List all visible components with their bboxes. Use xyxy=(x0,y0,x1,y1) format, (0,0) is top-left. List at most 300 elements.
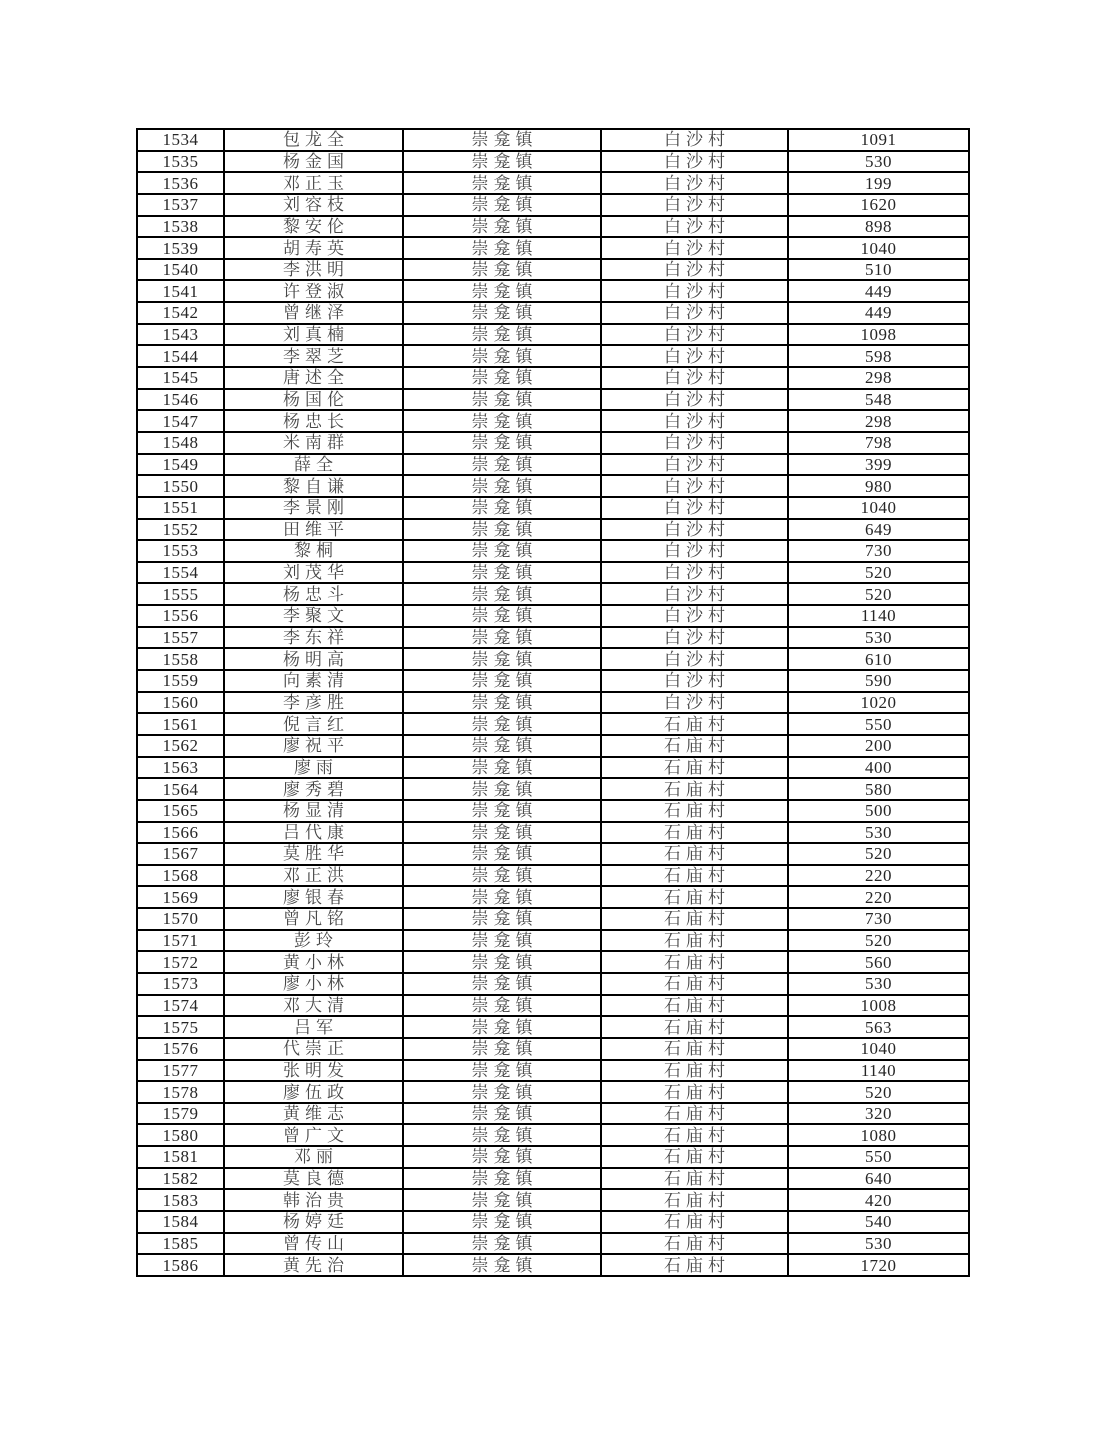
cell-town-name: 崇龛镇 xyxy=(403,951,601,973)
table-row xyxy=(137,1189,969,1211)
cell-village-name: 白沙村 xyxy=(601,237,788,259)
cell-town-name: 崇龛镇 xyxy=(403,475,601,497)
table-row xyxy=(137,1124,969,1146)
cell-town-name: 崇龛镇 xyxy=(403,1060,601,1082)
table-row xyxy=(137,1081,969,1103)
table-row xyxy=(137,302,969,324)
cell-person-name: 黎桐 xyxy=(224,540,403,562)
cell-person-name: 刘容枝 xyxy=(224,194,403,216)
cell-person-name: 黄小林 xyxy=(224,951,403,973)
cell-serial-number: 1584 xyxy=(137,1211,224,1233)
cell-person-name: 莫良德 xyxy=(224,1168,403,1190)
cell-amount-value: 520 xyxy=(788,843,969,865)
table-row xyxy=(137,172,969,194)
cell-town-name: 崇龛镇 xyxy=(403,497,601,519)
cell-person-name: 包龙全 xyxy=(224,129,403,151)
cell-town-name: 崇龛镇 xyxy=(403,389,601,411)
cell-amount-value: 449 xyxy=(788,302,969,324)
cell-village-name: 石庙村 xyxy=(601,930,788,952)
cell-town-name: 崇龛镇 xyxy=(403,995,601,1017)
cell-town-name: 崇龛镇 xyxy=(403,1124,601,1146)
cell-serial-number: 1563 xyxy=(137,757,224,779)
cell-amount-value: 563 xyxy=(788,1016,969,1038)
cell-village-name: 白沙村 xyxy=(601,129,788,151)
cell-village-name: 石庙村 xyxy=(601,1038,788,1060)
table-row xyxy=(137,324,969,346)
cell-serial-number: 1578 xyxy=(137,1081,224,1103)
cell-person-name: 曾凡铭 xyxy=(224,908,403,930)
cell-village-name: 白沙村 xyxy=(601,216,788,238)
cell-serial-number: 1565 xyxy=(137,800,224,822)
cell-town-name: 崇龛镇 xyxy=(403,1103,601,1125)
table-row xyxy=(137,800,969,822)
table-row xyxy=(137,1060,969,1082)
cell-village-name: 白沙村 xyxy=(601,605,788,627)
cell-village-name: 白沙村 xyxy=(601,692,788,714)
cell-person-name: 杨金国 xyxy=(224,151,403,173)
cell-person-name: 廖秀碧 xyxy=(224,778,403,800)
cell-person-name: 唐述全 xyxy=(224,367,403,389)
cell-village-name: 白沙村 xyxy=(601,172,788,194)
cell-serial-number: 1544 xyxy=(137,345,224,367)
cell-town-name: 崇龛镇 xyxy=(403,1254,601,1276)
table-row xyxy=(137,908,969,930)
cell-amount-value: 730 xyxy=(788,540,969,562)
cell-amount-value: 1040 xyxy=(788,1038,969,1060)
table-row xyxy=(137,475,969,497)
cell-serial-number: 1558 xyxy=(137,648,224,670)
cell-village-name: 石庙村 xyxy=(601,713,788,735)
cell-village-name: 白沙村 xyxy=(601,497,788,519)
table-row xyxy=(137,713,969,735)
cell-town-name: 崇龛镇 xyxy=(403,627,601,649)
cell-village-name: 石庙村 xyxy=(601,1124,788,1146)
cell-village-name: 白沙村 xyxy=(601,367,788,389)
cell-person-name: 张明发 xyxy=(224,1060,403,1082)
cell-amount-value: 1140 xyxy=(788,1060,969,1082)
cell-town-name: 崇龛镇 xyxy=(403,886,601,908)
cell-amount-value: 530 xyxy=(788,973,969,995)
cell-person-name: 曾传山 xyxy=(224,1233,403,1255)
table-row xyxy=(137,1146,969,1168)
cell-serial-number: 1552 xyxy=(137,519,224,541)
cell-serial-number: 1538 xyxy=(137,216,224,238)
cell-village-name: 白沙村 xyxy=(601,583,788,605)
cell-village-name: 白沙村 xyxy=(601,627,788,649)
cell-person-name: 廖雨 xyxy=(224,757,403,779)
cell-town-name: 崇龛镇 xyxy=(403,172,601,194)
cell-town-name: 崇龛镇 xyxy=(403,540,601,562)
cell-serial-number: 1540 xyxy=(137,259,224,281)
cell-town-name: 崇龛镇 xyxy=(403,930,601,952)
cell-person-name: 代崇正 xyxy=(224,1038,403,1060)
cell-village-name: 石庙村 xyxy=(601,757,788,779)
cell-person-name: 杨忠斗 xyxy=(224,583,403,605)
cell-town-name: 崇龛镇 xyxy=(403,280,601,302)
cell-town-name: 崇龛镇 xyxy=(403,583,601,605)
cell-amount-value: 1098 xyxy=(788,324,969,346)
cell-person-name: 黎安伦 xyxy=(224,216,403,238)
cell-serial-number: 1573 xyxy=(137,973,224,995)
cell-serial-number: 1569 xyxy=(137,886,224,908)
cell-serial-number: 1550 xyxy=(137,475,224,497)
cell-serial-number: 1549 xyxy=(137,454,224,476)
cell-village-name: 石庙村 xyxy=(601,908,788,930)
cell-town-name: 崇龛镇 xyxy=(403,973,601,995)
table-row xyxy=(137,930,969,952)
cell-amount-value: 298 xyxy=(788,367,969,389)
cell-amount-value: 610 xyxy=(788,648,969,670)
cell-village-name: 白沙村 xyxy=(601,410,788,432)
cell-village-name: 白沙村 xyxy=(601,324,788,346)
cell-town-name: 崇龛镇 xyxy=(403,735,601,757)
cell-serial-number: 1581 xyxy=(137,1146,224,1168)
table-row xyxy=(137,432,969,454)
cell-town-name: 崇龛镇 xyxy=(403,778,601,800)
cell-person-name: 许登淑 xyxy=(224,280,403,302)
table-row xyxy=(137,1211,969,1233)
cell-amount-value: 400 xyxy=(788,757,969,779)
table-row xyxy=(137,843,969,865)
table-row xyxy=(137,410,969,432)
table-row xyxy=(137,151,969,173)
cell-person-name: 廖祝平 xyxy=(224,735,403,757)
cell-amount-value: 540 xyxy=(788,1211,969,1233)
table-row xyxy=(137,778,969,800)
cell-person-name: 倪言红 xyxy=(224,713,403,735)
table-row xyxy=(137,345,969,367)
cell-serial-number: 1537 xyxy=(137,194,224,216)
cell-amount-value: 530 xyxy=(788,1233,969,1255)
cell-town-name: 崇龛镇 xyxy=(403,822,601,844)
cell-serial-number: 1536 xyxy=(137,172,224,194)
cell-village-name: 石庙村 xyxy=(601,886,788,908)
table-row xyxy=(137,237,969,259)
cell-town-name: 崇龛镇 xyxy=(403,1233,601,1255)
cell-town-name: 崇龛镇 xyxy=(403,129,601,151)
cell-village-name: 石庙村 xyxy=(601,1103,788,1125)
cell-village-name: 石庙村 xyxy=(601,951,788,973)
cell-town-name: 崇龛镇 xyxy=(403,367,601,389)
cell-serial-number: 1574 xyxy=(137,995,224,1017)
cell-village-name: 白沙村 xyxy=(601,475,788,497)
cell-serial-number: 1575 xyxy=(137,1016,224,1038)
cell-village-name: 石庙村 xyxy=(601,1168,788,1190)
cell-serial-number: 1557 xyxy=(137,627,224,649)
cell-amount-value: 649 xyxy=(788,519,969,541)
table-row xyxy=(137,1103,969,1125)
cell-amount-value: 550 xyxy=(788,1146,969,1168)
cell-town-name: 崇龛镇 xyxy=(403,1146,601,1168)
cell-village-name: 白沙村 xyxy=(601,648,788,670)
cell-amount-value: 320 xyxy=(788,1103,969,1125)
cell-serial-number: 1545 xyxy=(137,367,224,389)
table-row xyxy=(137,367,969,389)
cell-town-name: 崇龛镇 xyxy=(403,562,601,584)
cell-serial-number: 1534 xyxy=(137,129,224,151)
table-row xyxy=(137,735,969,757)
cell-person-name: 黎自谦 xyxy=(224,475,403,497)
cell-village-name: 石庙村 xyxy=(601,1060,788,1082)
table-row xyxy=(137,216,969,238)
cell-village-name: 石庙村 xyxy=(601,822,788,844)
cell-person-name: 邓正玉 xyxy=(224,172,403,194)
cell-person-name: 向素清 xyxy=(224,670,403,692)
cell-amount-value: 980 xyxy=(788,475,969,497)
cell-person-name: 薛全 xyxy=(224,454,403,476)
cell-village-name: 石庙村 xyxy=(601,1016,788,1038)
table-row xyxy=(137,389,969,411)
table-row xyxy=(137,670,969,692)
cell-person-name: 杨国伦 xyxy=(224,389,403,411)
table-row xyxy=(137,259,969,281)
cell-village-name: 白沙村 xyxy=(601,519,788,541)
cell-person-name: 彭玲 xyxy=(224,930,403,952)
cell-town-name: 崇龛镇 xyxy=(403,345,601,367)
cell-town-name: 崇龛镇 xyxy=(403,454,601,476)
cell-village-name: 石庙村 xyxy=(601,865,788,887)
cell-serial-number: 1539 xyxy=(137,237,224,259)
cell-village-name: 白沙村 xyxy=(601,280,788,302)
cell-person-name: 杨明高 xyxy=(224,648,403,670)
cell-village-name: 白沙村 xyxy=(601,670,788,692)
cell-serial-number: 1543 xyxy=(137,324,224,346)
cell-amount-value: 530 xyxy=(788,822,969,844)
cell-village-name: 石庙村 xyxy=(601,1254,788,1276)
cell-village-name: 石庙村 xyxy=(601,843,788,865)
cell-person-name: 莫胜华 xyxy=(224,843,403,865)
cell-person-name: 刘真楠 xyxy=(224,324,403,346)
cell-amount-value: 520 xyxy=(788,562,969,584)
cell-serial-number: 1566 xyxy=(137,822,224,844)
cell-amount-value: 1040 xyxy=(788,497,969,519)
cell-town-name: 崇龛镇 xyxy=(403,1211,601,1233)
cell-person-name: 李聚文 xyxy=(224,605,403,627)
cell-person-name: 邓丽 xyxy=(224,1146,403,1168)
cell-person-name: 田维平 xyxy=(224,519,403,541)
table-row xyxy=(137,497,969,519)
cell-village-name: 石庙村 xyxy=(601,1081,788,1103)
cell-town-name: 崇龛镇 xyxy=(403,1016,601,1038)
cell-village-name: 白沙村 xyxy=(601,194,788,216)
cell-person-name: 李翠芝 xyxy=(224,345,403,367)
cell-person-name: 李彦胜 xyxy=(224,692,403,714)
cell-town-name: 崇龛镇 xyxy=(403,1081,601,1103)
cell-town-name: 崇龛镇 xyxy=(403,800,601,822)
cell-village-name: 白沙村 xyxy=(601,540,788,562)
cell-person-name: 邓大清 xyxy=(224,995,403,1017)
cell-person-name: 杨忠长 xyxy=(224,410,403,432)
cell-serial-number: 1554 xyxy=(137,562,224,584)
cell-village-name: 白沙村 xyxy=(601,389,788,411)
cell-serial-number: 1577 xyxy=(137,1060,224,1082)
cell-amount-value: 220 xyxy=(788,865,969,887)
table-row xyxy=(137,129,969,151)
cell-person-name: 廖伍政 xyxy=(224,1081,403,1103)
table-row xyxy=(137,194,969,216)
cell-village-name: 石庙村 xyxy=(601,735,788,757)
cell-town-name: 崇龛镇 xyxy=(403,605,601,627)
table-row xyxy=(137,562,969,584)
cell-amount-value: 1080 xyxy=(788,1124,969,1146)
cell-serial-number: 1551 xyxy=(137,497,224,519)
cell-town-name: 崇龛镇 xyxy=(403,757,601,779)
cell-person-name: 廖银春 xyxy=(224,886,403,908)
cell-serial-number: 1586 xyxy=(137,1254,224,1276)
cell-village-name: 石庙村 xyxy=(601,1233,788,1255)
table-row xyxy=(137,1038,969,1060)
cell-serial-number: 1553 xyxy=(137,540,224,562)
cell-village-name: 石庙村 xyxy=(601,973,788,995)
cell-serial-number: 1556 xyxy=(137,605,224,627)
cell-serial-number: 1560 xyxy=(137,692,224,714)
cell-town-name: 崇龛镇 xyxy=(403,432,601,454)
cell-village-name: 石庙村 xyxy=(601,800,788,822)
cell-serial-number: 1579 xyxy=(137,1103,224,1125)
cell-town-name: 崇龛镇 xyxy=(403,713,601,735)
table-row xyxy=(137,583,969,605)
cell-village-name: 白沙村 xyxy=(601,151,788,173)
cell-serial-number: 1562 xyxy=(137,735,224,757)
cell-amount-value: 1040 xyxy=(788,237,969,259)
cell-town-name: 崇龛镇 xyxy=(403,302,601,324)
cell-serial-number: 1580 xyxy=(137,1124,224,1146)
cell-town-name: 崇龛镇 xyxy=(403,908,601,930)
cell-town-name: 崇龛镇 xyxy=(403,1189,601,1211)
table-row xyxy=(137,757,969,779)
cell-serial-number: 1568 xyxy=(137,865,224,887)
cell-town-name: 崇龛镇 xyxy=(403,216,601,238)
cell-amount-value: 1008 xyxy=(788,995,969,1017)
cell-village-name: 石庙村 xyxy=(601,1146,788,1168)
cell-town-name: 崇龛镇 xyxy=(403,519,601,541)
cell-amount-value: 420 xyxy=(788,1189,969,1211)
cell-person-name: 杨婷廷 xyxy=(224,1211,403,1233)
table-row xyxy=(137,605,969,627)
cell-amount-value: 730 xyxy=(788,908,969,930)
table-row xyxy=(137,886,969,908)
cell-serial-number: 1535 xyxy=(137,151,224,173)
table-row xyxy=(137,1016,969,1038)
records-table xyxy=(136,128,970,1277)
cell-town-name: 崇龛镇 xyxy=(403,843,601,865)
cell-serial-number: 1585 xyxy=(137,1233,224,1255)
cell-amount-value: 510 xyxy=(788,259,969,281)
cell-amount-value: 298 xyxy=(788,410,969,432)
table-row xyxy=(137,1254,969,1276)
cell-amount-value: 1091 xyxy=(788,129,969,151)
cell-town-name: 崇龛镇 xyxy=(403,194,601,216)
cell-town-name: 崇龛镇 xyxy=(403,670,601,692)
table-row xyxy=(137,692,969,714)
cell-village-name: 白沙村 xyxy=(601,454,788,476)
cell-serial-number: 1576 xyxy=(137,1038,224,1060)
cell-village-name: 白沙村 xyxy=(601,562,788,584)
cell-serial-number: 1571 xyxy=(137,930,224,952)
cell-amount-value: 520 xyxy=(788,1081,969,1103)
cell-town-name: 崇龛镇 xyxy=(403,692,601,714)
cell-amount-value: 598 xyxy=(788,345,969,367)
cell-serial-number: 1582 xyxy=(137,1168,224,1190)
cell-village-name: 石庙村 xyxy=(601,778,788,800)
cell-town-name: 崇龛镇 xyxy=(403,151,601,173)
cell-serial-number: 1567 xyxy=(137,843,224,865)
table-row xyxy=(137,1168,969,1190)
cell-amount-value: 560 xyxy=(788,951,969,973)
cell-village-name: 白沙村 xyxy=(601,259,788,281)
cell-serial-number: 1541 xyxy=(137,280,224,302)
cell-village-name: 白沙村 xyxy=(601,432,788,454)
cell-person-name: 曾继泽 xyxy=(224,302,403,324)
cell-person-name: 吕代康 xyxy=(224,822,403,844)
cell-person-name: 杨显清 xyxy=(224,800,403,822)
cell-amount-value: 580 xyxy=(788,778,969,800)
table-row xyxy=(137,822,969,844)
cell-amount-value: 550 xyxy=(788,713,969,735)
table-row xyxy=(137,973,969,995)
cell-person-name: 李洪明 xyxy=(224,259,403,281)
cell-village-name: 白沙村 xyxy=(601,345,788,367)
cell-amount-value: 520 xyxy=(788,930,969,952)
cell-serial-number: 1570 xyxy=(137,908,224,930)
cell-amount-value: 530 xyxy=(788,151,969,173)
table-row xyxy=(137,951,969,973)
cell-village-name: 石庙村 xyxy=(601,995,788,1017)
cell-serial-number: 1547 xyxy=(137,410,224,432)
table-row xyxy=(137,995,969,1017)
cell-serial-number: 1555 xyxy=(137,583,224,605)
cell-amount-value: 520 xyxy=(788,583,969,605)
cell-serial-number: 1564 xyxy=(137,778,224,800)
cell-person-name: 黄先治 xyxy=(224,1254,403,1276)
cell-village-name: 石庙村 xyxy=(601,1189,788,1211)
cell-town-name: 崇龛镇 xyxy=(403,324,601,346)
cell-serial-number: 1572 xyxy=(137,951,224,973)
table-row xyxy=(137,519,969,541)
cell-village-name: 白沙村 xyxy=(601,302,788,324)
table-row xyxy=(137,648,969,670)
cell-serial-number: 1546 xyxy=(137,389,224,411)
cell-amount-value: 898 xyxy=(788,216,969,238)
cell-person-name: 黄维志 xyxy=(224,1103,403,1125)
cell-person-name: 刘茂华 xyxy=(224,562,403,584)
cell-town-name: 崇龛镇 xyxy=(403,1038,601,1060)
cell-amount-value: 640 xyxy=(788,1168,969,1190)
table-row xyxy=(137,280,969,302)
table-row xyxy=(137,865,969,887)
table-row xyxy=(137,540,969,562)
cell-person-name: 米南群 xyxy=(224,432,403,454)
cell-person-name: 李东祥 xyxy=(224,627,403,649)
cell-amount-value: 590 xyxy=(788,670,969,692)
cell-town-name: 崇龛镇 xyxy=(403,237,601,259)
cell-village-name: 石庙村 xyxy=(601,1211,788,1233)
cell-amount-value: 399 xyxy=(788,454,969,476)
cell-person-name: 邓正洪 xyxy=(224,865,403,887)
cell-person-name: 李景刚 xyxy=(224,497,403,519)
cell-person-name: 吕军 xyxy=(224,1016,403,1038)
cell-town-name: 崇龛镇 xyxy=(403,1168,601,1190)
cell-amount-value: 220 xyxy=(788,886,969,908)
cell-serial-number: 1548 xyxy=(137,432,224,454)
cell-amount-value: 1020 xyxy=(788,692,969,714)
cell-town-name: 崇龛镇 xyxy=(403,865,601,887)
cell-amount-value: 500 xyxy=(788,800,969,822)
records-table-body xyxy=(137,129,969,1276)
cell-serial-number: 1559 xyxy=(137,670,224,692)
table-row xyxy=(137,454,969,476)
table-row xyxy=(137,1233,969,1255)
